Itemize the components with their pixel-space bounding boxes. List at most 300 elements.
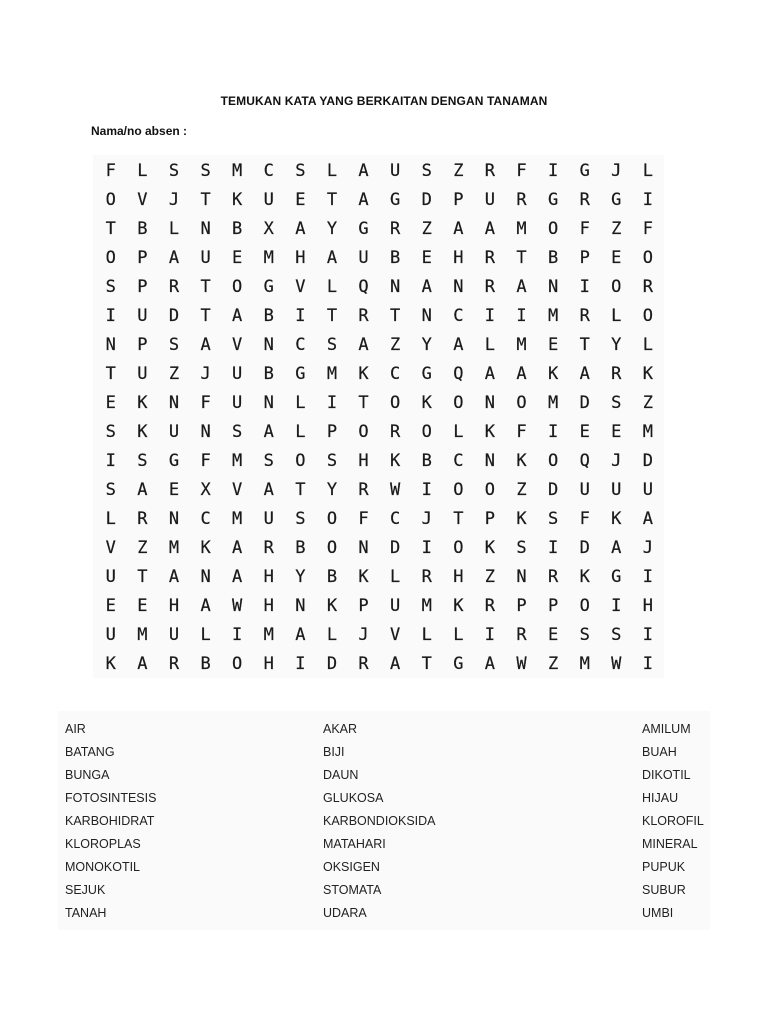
grid-cell: B — [421, 450, 432, 471]
grid-cell: N — [168, 392, 180, 413]
grid-cell: B — [263, 305, 274, 326]
grid-cell: U — [642, 479, 654, 500]
grid-cell: M — [326, 363, 338, 384]
grid-cell: T — [421, 653, 432, 674]
grid-cell: G — [611, 566, 622, 587]
grid-cell: U — [390, 160, 401, 181]
word-list-item: TANAH — [65, 906, 107, 920]
grid-cell: B — [232, 218, 243, 239]
grid-cell: V — [295, 276, 306, 297]
grid-cell: T — [137, 566, 148, 587]
grid-cell: S — [295, 508, 306, 529]
grid-cell: H — [453, 566, 464, 587]
grid-cell: S — [168, 334, 180, 355]
grid-cell: O — [453, 537, 464, 558]
grid-cell: E — [105, 595, 116, 616]
grid-cell: C — [453, 450, 464, 471]
word-list-item: KARBOHIDRAT — [65, 814, 155, 828]
grid-cell: K — [358, 566, 369, 587]
grid-cell: O — [105, 189, 116, 210]
word-list-item: AMILUM — [642, 722, 691, 736]
word-list-item: BUNGA — [65, 768, 110, 782]
grid-cell: Y — [326, 479, 338, 500]
grid-cell: S — [105, 421, 116, 442]
grid-cell: O — [642, 305, 654, 326]
grid-cell: P — [137, 334, 148, 355]
grid-cell: R — [516, 189, 527, 210]
grid-cell: A — [295, 218, 306, 239]
grid-cell: V — [390, 624, 401, 645]
grid-cell: Q — [579, 450, 590, 471]
grid-cell: A — [200, 595, 211, 616]
grid-cell: V — [137, 189, 148, 210]
grid-cell: L — [642, 334, 654, 355]
grid-cell: O — [611, 276, 622, 297]
grid-cell: A — [453, 334, 464, 355]
grid-cell: U — [168, 624, 180, 645]
grid-cell: L — [168, 218, 180, 239]
grid-cell: E — [168, 479, 180, 500]
grid-cell: A — [484, 218, 496, 239]
grid-cell: P — [547, 595, 559, 616]
grid-cell: E — [611, 421, 622, 442]
grid-cell: Z — [390, 334, 401, 355]
grid-cell: O — [547, 218, 559, 239]
grid-cell: W — [611, 653, 622, 674]
grid-cell: O — [390, 392, 401, 413]
grid-cell: K — [137, 392, 148, 413]
grid-cell: R — [484, 276, 496, 297]
grid-cell: T — [390, 305, 401, 326]
grid-cell: L — [137, 160, 148, 181]
grid-cell: D — [421, 189, 432, 210]
word-list-item: UDARA — [323, 906, 367, 920]
word-list-item: MATAHARI — [323, 837, 386, 851]
grid-cell: J — [168, 189, 180, 210]
grid-cell: M — [547, 305, 559, 326]
grid-cell: A — [168, 247, 180, 268]
grid-cell: E — [547, 624, 559, 645]
grid-cell: D — [579, 392, 590, 413]
grid-cell: N — [390, 276, 401, 297]
grid-cell: A — [358, 334, 369, 355]
grid-cell: R — [168, 276, 180, 297]
grid-cell: D — [168, 305, 180, 326]
grid-cell: R — [484, 247, 496, 268]
grid-cell: H — [453, 247, 464, 268]
grid-cell: I — [642, 653, 654, 674]
grid-cell: S — [105, 276, 116, 297]
grid-cell: D — [579, 537, 590, 558]
grid-cell: R — [484, 595, 496, 616]
grid-cell: A — [200, 334, 211, 355]
grid-cell: T — [326, 305, 338, 326]
word-list-item: KARBONDIOKSIDA — [323, 814, 436, 828]
word-list-item: MONOKOTIL — [65, 860, 141, 874]
grid-cell: S — [611, 624, 622, 645]
grid-cell: O — [453, 479, 464, 500]
grid-cell: F — [579, 508, 590, 529]
word-list-item: SEJUK — [65, 883, 106, 897]
grid-cell: P — [137, 247, 148, 268]
grid-cell: A — [232, 537, 243, 558]
grid-cell: M — [516, 218, 527, 239]
grid-cell: K — [326, 595, 338, 616]
word-list-item: BIJI — [323, 745, 345, 759]
grid-cell: A — [484, 363, 496, 384]
grid-cell: E — [137, 595, 148, 616]
grid-cell: A — [263, 479, 274, 500]
grid-cell: L — [611, 305, 622, 326]
grid-cell: V — [105, 537, 116, 558]
grid-cell: L — [200, 624, 211, 645]
grid-cell: I — [516, 305, 527, 326]
grid-cell: I — [105, 450, 116, 471]
grid-cell: R — [642, 276, 654, 297]
grid-cell: A — [421, 276, 432, 297]
grid-cell: Y — [421, 334, 432, 355]
grid-cell: S — [516, 537, 527, 558]
grid-cell: J — [611, 450, 622, 471]
grid-cell: K — [611, 508, 622, 529]
grid-cell: O — [105, 247, 116, 268]
grid-cell: A — [358, 160, 369, 181]
grid-cell: S — [263, 450, 274, 471]
grid-cell: A — [579, 363, 590, 384]
grid-cell: K — [421, 392, 432, 413]
grid-cell: K — [105, 653, 116, 674]
grid-cell: K — [484, 537, 496, 558]
grid-cell: N — [200, 566, 211, 587]
grid-cell: I — [484, 624, 496, 645]
grid-cell: V — [232, 334, 243, 355]
grid-cell: I — [642, 566, 654, 587]
grid-cell: M — [137, 624, 148, 645]
grid-cell: K — [232, 189, 243, 210]
grid-cell: T — [326, 189, 338, 210]
grid-cell: C — [200, 508, 211, 529]
grid-cell: K — [642, 363, 654, 384]
word-list-item: GLUKOSA — [323, 791, 384, 805]
grid-cell: U — [390, 595, 401, 616]
grid-cell: I — [642, 624, 654, 645]
grid-cell: M — [642, 421, 654, 442]
grid-cell: T — [453, 508, 464, 529]
grid-cell: O — [421, 421, 432, 442]
grid-cell: W — [232, 595, 243, 616]
grid-cell: T — [200, 189, 211, 210]
grid-cell: I — [295, 653, 306, 674]
grid-cell: R — [168, 653, 180, 674]
grid-cell: T — [295, 479, 306, 500]
grid-cell: S — [611, 392, 622, 413]
word-search-grid — [95, 156, 664, 678]
grid-cell: U — [484, 189, 496, 210]
grid-cell: F — [200, 450, 211, 471]
grid-cell: C — [390, 363, 401, 384]
grid-cell: H — [168, 595, 180, 616]
grid-cell: S — [168, 160, 180, 181]
grid-cell: U — [611, 479, 622, 500]
grid-cell: J — [642, 537, 654, 558]
grid-cell: H — [295, 247, 306, 268]
grid-cell: U — [232, 392, 243, 413]
grid-cell: L — [484, 334, 496, 355]
grid-cell: O — [326, 537, 338, 558]
grid-cell: L — [642, 160, 654, 181]
grid-cell: M — [579, 653, 590, 674]
grid-cell: O — [326, 508, 338, 529]
grid-cell: C — [295, 334, 306, 355]
grid-cell: H — [642, 595, 654, 616]
word-list-item: FOTOSINTESIS — [65, 791, 157, 805]
grid-cell: O — [453, 392, 464, 413]
grid-cell: A — [232, 305, 243, 326]
grid-cell: U — [263, 508, 274, 529]
grid-cell: T — [200, 305, 211, 326]
word-list-item: BATANG — [65, 745, 115, 759]
grid-cell: K — [137, 421, 148, 442]
grid-cell: I — [484, 305, 496, 326]
grid-cell: X — [263, 218, 274, 239]
grid-cell: Z — [484, 566, 496, 587]
grid-cell: I — [421, 537, 432, 558]
word-list-item: SUBUR — [642, 883, 686, 897]
grid-cell: G — [295, 363, 306, 384]
grid-cell: F — [516, 160, 527, 181]
word-list-item: OKSIGEN — [323, 860, 380, 874]
grid-cell: U — [105, 624, 116, 645]
grid-cell: Y — [295, 566, 306, 587]
grid-cell: I — [326, 392, 338, 413]
name-label: Nama/no absen : — [91, 124, 188, 138]
grid-cell: G — [390, 189, 401, 210]
grid-cell: Z — [642, 392, 654, 413]
word-list-item: STOMATA — [323, 883, 382, 897]
grid-cell: K — [358, 363, 369, 384]
grid-cell: J — [200, 363, 211, 384]
grid-cell: T — [358, 392, 369, 413]
grid-cell: I — [611, 595, 622, 616]
grid-cell: K — [484, 421, 496, 442]
grid-cell: L — [390, 566, 401, 587]
grid-cell: A — [263, 421, 274, 442]
grid-cell: I — [642, 189, 654, 210]
grid-cell: O — [547, 450, 559, 471]
grid-cell: B — [390, 247, 401, 268]
grid-cell: D — [390, 537, 401, 558]
grid-cell: Z — [421, 218, 432, 239]
grid-cell: K — [547, 363, 559, 384]
grid-cell: S — [200, 160, 211, 181]
grid-cell: B — [547, 247, 559, 268]
grid-cell: D — [642, 450, 654, 471]
grid-cell: U — [579, 479, 590, 500]
grid-cell: B — [200, 653, 211, 674]
grid-cell: G — [168, 450, 180, 471]
grid-cell: O — [579, 595, 590, 616]
grid-cell: K — [516, 508, 527, 529]
grid-cell: Z — [547, 653, 559, 674]
word-list-item: HIJAU — [642, 791, 679, 805]
grid-cell: A — [232, 566, 243, 587]
grid-cell: J — [421, 508, 432, 529]
grid-cell: P — [358, 595, 369, 616]
word-list-item: PUPUK — [642, 860, 686, 874]
grid-cell: F — [579, 218, 590, 239]
grid-cell: G — [421, 363, 432, 384]
grid-cell: A — [453, 218, 464, 239]
grid-cell: R — [516, 624, 527, 645]
grid-cell: N — [358, 537, 369, 558]
word-list-item: KLOROFIL — [642, 814, 704, 828]
grid-cell: N — [295, 595, 306, 616]
grid-cell: O — [232, 276, 243, 297]
grid-cell: S — [295, 160, 306, 181]
grid-cell: L — [326, 624, 338, 645]
grid-cell: U — [232, 363, 243, 384]
grid-cell: A — [358, 189, 369, 210]
grid-cell: V — [232, 479, 243, 500]
word-list-item: MINERAL — [642, 837, 698, 851]
grid-cell: I — [232, 624, 243, 645]
grid-cell: P — [326, 421, 338, 442]
grid-cell: U — [358, 247, 369, 268]
grid-cell: N — [105, 334, 116, 355]
grid-cell: L — [295, 421, 306, 442]
grid-cell: K — [390, 450, 401, 471]
grid-cell: K — [579, 566, 590, 587]
grid-cell: S — [579, 624, 590, 645]
grid-cell: A — [642, 508, 654, 529]
grid-cell: U — [137, 363, 148, 384]
grid-cell: O — [484, 479, 496, 500]
word-list-item: AKAR — [323, 722, 358, 736]
word-search-grid-panel — [93, 155, 664, 678]
grid-cell: A — [516, 363, 527, 384]
grid-cell: H — [263, 595, 274, 616]
grid-cell: U — [137, 305, 148, 326]
grid-cell: A — [168, 566, 180, 587]
grid-cell: N — [168, 508, 180, 529]
grid-cell: R — [579, 189, 590, 210]
grid-cell: P — [453, 189, 464, 210]
grid-cell: N — [200, 421, 211, 442]
grid-cell: G — [611, 189, 622, 210]
grid-cell: I — [295, 305, 306, 326]
grid-cell: R — [358, 653, 369, 674]
grid-cell: L — [295, 392, 306, 413]
grid-cell: M — [421, 595, 432, 616]
grid-cell: E — [105, 392, 116, 413]
grid-cell: U — [105, 566, 116, 587]
grid-cell: S — [232, 421, 243, 442]
grid-cell: Z — [611, 218, 622, 239]
grid-cell: B — [295, 537, 306, 558]
grid-cell: S — [105, 479, 116, 500]
grid-cell: J — [358, 624, 369, 645]
grid-cell: R — [421, 566, 432, 587]
grid-cell: I — [547, 160, 559, 181]
grid-cell: P — [484, 508, 496, 529]
grid-cell: F — [105, 160, 116, 181]
grid-cell: P — [579, 247, 590, 268]
grid-cell: N — [263, 392, 274, 413]
grid-cell: A — [295, 624, 306, 645]
grid-cell: L — [421, 624, 432, 645]
grid-cell: E — [421, 247, 432, 268]
grid-cell: E — [611, 247, 622, 268]
grid-cell: M — [263, 247, 274, 268]
grid-cell: O — [295, 450, 306, 471]
grid-cell: O — [516, 392, 527, 413]
grid-cell: E — [579, 421, 590, 442]
grid-cell: A — [390, 653, 401, 674]
grid-cell: R — [484, 160, 496, 181]
word-list-item: DIKOTIL — [642, 768, 691, 782]
grid-cell: N — [453, 276, 464, 297]
grid-cell: S — [421, 160, 432, 181]
grid-cell: Q — [358, 276, 369, 297]
grid-cell: O — [642, 247, 654, 268]
grid-cell: Z — [453, 160, 464, 181]
grid-cell: G — [358, 218, 369, 239]
grid-cell: L — [105, 508, 116, 529]
grid-cell: S — [547, 508, 559, 529]
grid-cell: U — [168, 421, 180, 442]
grid-cell: R — [358, 305, 369, 326]
grid-cell: R — [390, 218, 401, 239]
grid-cell: R — [137, 508, 148, 529]
word-list-item: DAUN — [323, 768, 359, 782]
grid-cell: J — [611, 160, 622, 181]
grid-cell: N — [484, 450, 496, 471]
grid-cell: O — [232, 653, 243, 674]
grid-cell: B — [326, 566, 338, 587]
grid-cell: M — [263, 624, 274, 645]
word-list-item: UMBI — [642, 906, 674, 920]
word-list-panel — [58, 711, 710, 930]
grid-cell: L — [453, 624, 464, 645]
grid-cell: E — [295, 189, 306, 210]
grid-cell: X — [200, 479, 211, 500]
grid-cell: M — [547, 392, 559, 413]
grid-cell: W — [390, 479, 401, 500]
grid-cell: E — [232, 247, 243, 268]
grid-cell: C — [390, 508, 401, 529]
grid-cell: E — [547, 334, 559, 355]
grid-cell: C — [263, 160, 274, 181]
grid-cell: A — [326, 247, 338, 268]
grid-cell: R — [547, 566, 559, 587]
grid-cell: K — [200, 537, 211, 558]
grid-cell: I — [421, 479, 432, 500]
grid-cell: I — [547, 537, 559, 558]
grid-cell: H — [358, 450, 369, 471]
grid-cell: R — [579, 305, 590, 326]
grid-cell: H — [263, 653, 274, 674]
grid-cell: A — [516, 276, 527, 297]
grid-cell: D — [326, 653, 338, 674]
grid-cell: A — [137, 479, 148, 500]
grid-cell: N — [200, 218, 211, 239]
grid-cell: R — [390, 421, 401, 442]
grid-cell: T — [105, 363, 116, 384]
grid-cell: T — [105, 218, 116, 239]
grid-cell: F — [516, 421, 527, 442]
grid-cell: S — [137, 450, 148, 471]
grid-cell: B — [263, 363, 274, 384]
